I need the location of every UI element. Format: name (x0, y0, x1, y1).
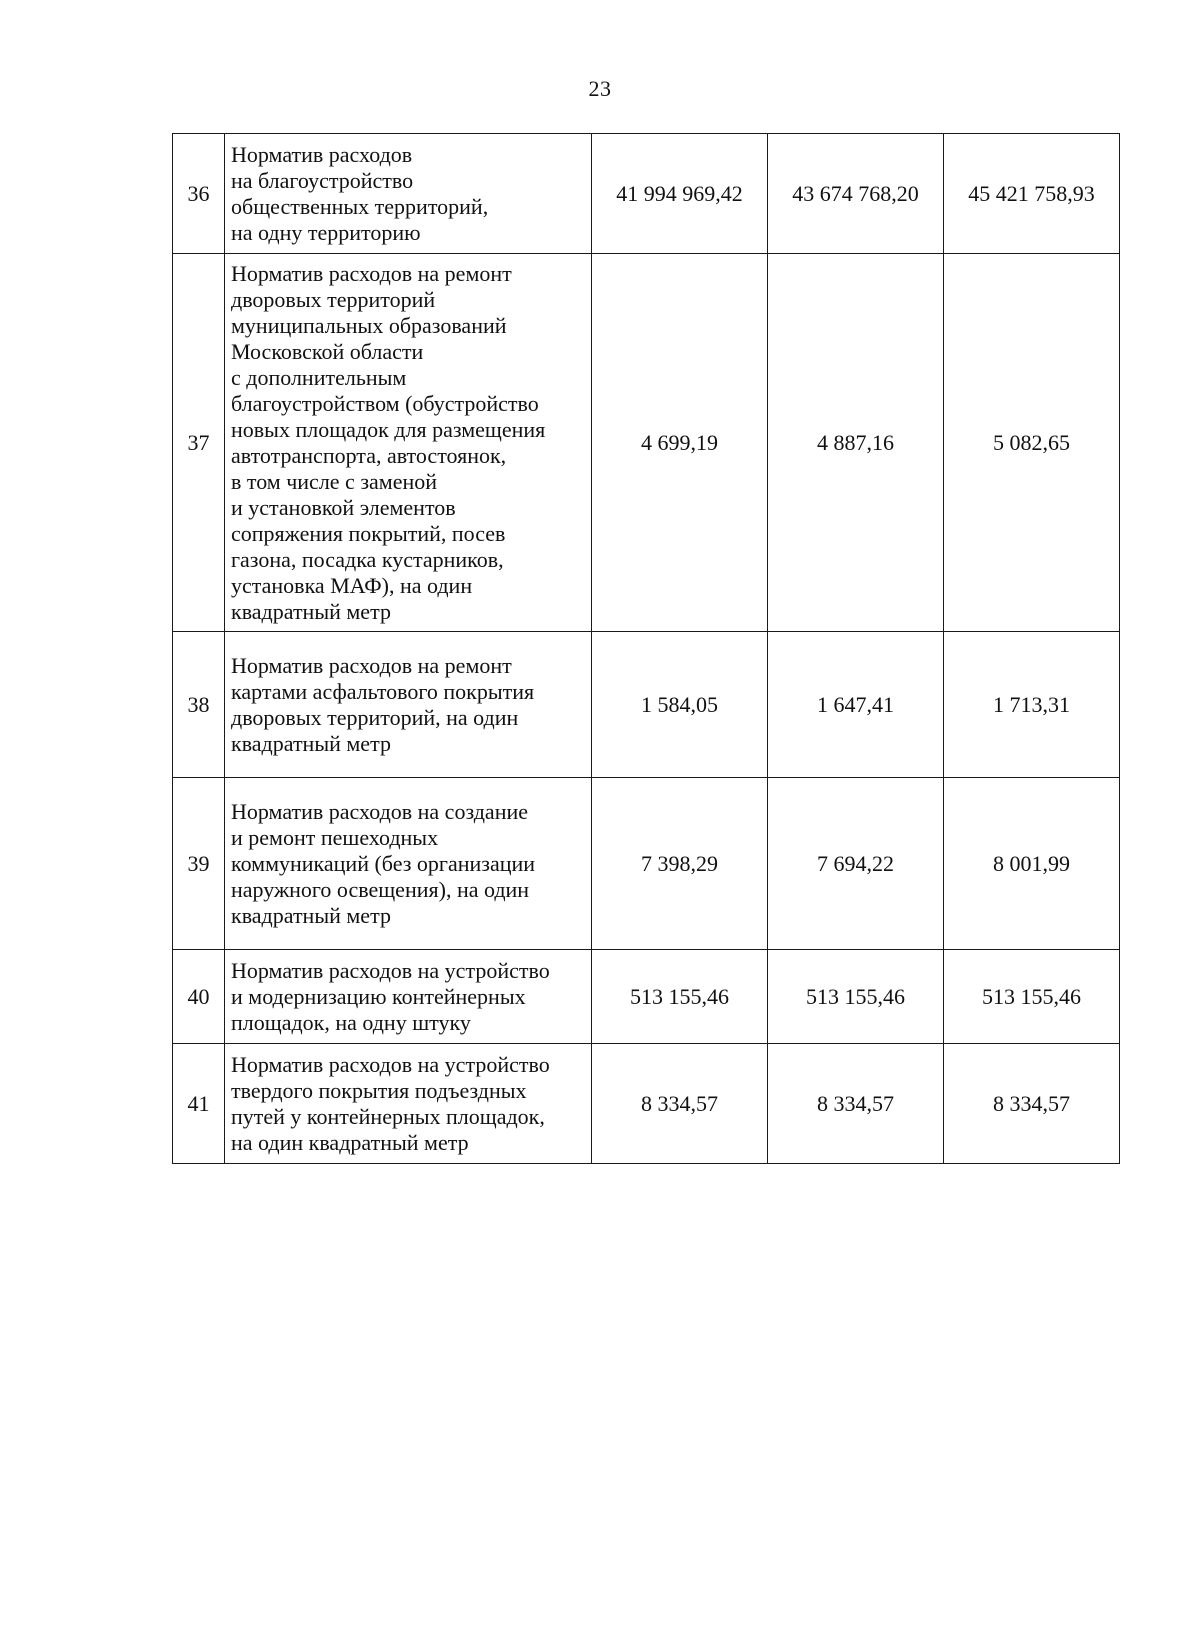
value-year-1: 7 398,29 (592, 778, 768, 950)
row-description: Норматив расходов на ремонт дворовых территорий муниципальных образований Московской области с дополнительным благоустройством (обустройство новых площадок для размещения автотранспорта, автостоянок, в том числе с заменой и установкой элементов сопряжения покрытий, посев газона, посадка кустарников, установка МАФ), на один квадратный метр (231, 260, 546, 624)
value-year-2: 513 155,46 (768, 950, 944, 1044)
row-description-cell (225, 778, 592, 950)
row-number: 38 (173, 632, 225, 778)
value-year-1: 41 994 969,42 (592, 134, 768, 254)
value-year-2: 4 887,16 (768, 254, 944, 632)
row-number: 41 (173, 1044, 225, 1164)
value-year-3: 8 001,99 (944, 778, 1120, 950)
row-description: Норматив расходов на устройство и модернизацию контейнерных площадок, на одну штуку (231, 957, 550, 1035)
row-description-cell (225, 254, 592, 632)
value-year-2: 8 334,57 (768, 1044, 944, 1164)
value-year-1: 8 334,57 (592, 1044, 768, 1164)
row-description-cell (225, 950, 592, 1044)
value-year-1: 513 155,46 (592, 950, 768, 1044)
table-row (173, 254, 1120, 632)
value-year-3: 5 082,65 (944, 254, 1120, 632)
value-year-1: 1 584,05 (592, 632, 768, 778)
row-description: Норматив расходов на создание и ремонт пешеходных коммуникаций (без организации наружного освещения), на один квадратный метр (231, 798, 536, 928)
value-year-3: 8 334,57 (944, 1044, 1120, 1164)
row-description-cell (225, 134, 592, 254)
table-row (173, 950, 1120, 1044)
row-description-cell (225, 1044, 592, 1164)
row-description-cell (225, 632, 592, 778)
value-year-2: 1 647,41 (768, 632, 944, 778)
expense-norms-table (172, 133, 1120, 1164)
row-description: Норматив расходов на благоустройство общественных территорий, на одну территорию (231, 141, 489, 245)
table-row (173, 778, 1120, 950)
row-description: Норматив расходов на устройство твердого покрытия подъездных путей у контейнерных площадок, на один квадратный метр (231, 1051, 550, 1155)
value-year-3: 1 713,31 (944, 632, 1120, 778)
value-year-3: 513 155,46 (944, 950, 1120, 1044)
row-number: 37 (173, 254, 225, 632)
page-number: 23 (588, 76, 612, 101)
value-year-1: 4 699,19 (592, 254, 768, 632)
table-row (173, 134, 1120, 254)
row-number: 39 (173, 778, 225, 950)
value-year-2: 43 674 768,20 (768, 134, 944, 254)
row-number: 40 (173, 950, 225, 1044)
row-number: 36 (173, 134, 225, 254)
row-description: Норматив расходов на ремонт картами асфальтового покрытия дворовых территорий, на один квадратный метр (231, 652, 535, 756)
table-row (173, 1044, 1120, 1164)
value-year-2: 7 694,22 (768, 778, 944, 950)
value-year-3: 45 421 758,93 (944, 134, 1120, 254)
table-row (173, 632, 1120, 778)
